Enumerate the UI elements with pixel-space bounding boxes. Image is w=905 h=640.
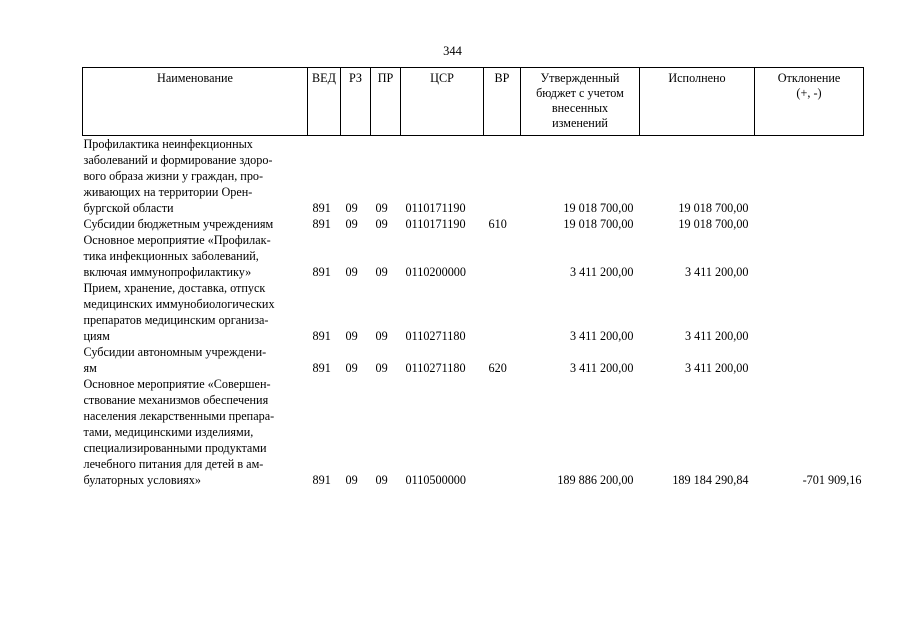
cell-csr: 0110171190 [405, 201, 466, 215]
cell-ved: 891 [312, 217, 331, 231]
cell-executed: 3 411 200,00 [684, 361, 749, 375]
cell-pr: 09 [375, 361, 388, 375]
cell-rz: 09 [345, 473, 358, 487]
cell-name-line: ям [83, 361, 97, 375]
table-row [83, 232, 864, 280]
cell-pr: 09 [375, 265, 388, 279]
page-number: 344 [443, 44, 462, 58]
table-body [83, 136, 864, 489]
header-rz: РЗ [341, 68, 371, 136]
cell-ved: 891 [312, 201, 331, 215]
cell-pr: 09 [375, 329, 388, 343]
cell-csr: 0110200000 [405, 265, 466, 279]
cell-executed: 19 018 700,00 [678, 217, 749, 231]
cell-vr [484, 376, 521, 488]
cell-ved: 891 [312, 329, 331, 343]
header-approved: Утвержденный бюджет с учетом внесенных изменений [521, 68, 640, 136]
cell-deviation [755, 232, 864, 280]
cell-name [83, 216, 308, 232]
table-row [83, 216, 864, 232]
cell-approved: 3 411 200,00 [569, 361, 634, 375]
cell-vr: 610 [488, 217, 507, 231]
cell-name-line: Основное мероприятие «Совершен- [83, 377, 271, 391]
table-row [83, 376, 864, 488]
cell-rz: 09 [345, 361, 358, 375]
cell-deviation [755, 216, 864, 232]
cell-approved: 3 411 200,00 [569, 329, 634, 343]
cell-name-line: населения лекарственными препара- [83, 409, 275, 423]
cell-name-line: тами, медицинскими изделиями, [83, 425, 254, 439]
cell-name [83, 280, 308, 344]
cell-pr: 09 [375, 201, 388, 215]
cell-deviation [755, 344, 864, 376]
cell-name-line: Основное мероприятие «Профилак- [83, 233, 271, 247]
header-pr: ПР [371, 68, 401, 136]
header-name: Наименование [83, 68, 308, 136]
header-deviation: Отклонение (+, -) [755, 68, 864, 136]
cell-executed: 3 411 200,00 [684, 265, 749, 279]
cell-csr: 0110171190 [405, 217, 466, 231]
cell-ved: 891 [312, 473, 331, 487]
header-csr: ЦСР [401, 68, 484, 136]
cell-rz: 09 [345, 265, 358, 279]
cell-executed: 3 411 200,00 [684, 329, 749, 343]
cell-csr: 0110500000 [405, 473, 466, 487]
cell-executed: 19 018 700,00 [678, 201, 749, 215]
cell-vr: 620 [488, 361, 507, 375]
cell-ved: 891 [312, 265, 331, 279]
cell-approved: 3 411 200,00 [569, 265, 634, 279]
cell-vr [484, 232, 521, 280]
cell-name [83, 136, 308, 217]
cell-name-line: бургской области [83, 201, 174, 215]
table-row [83, 344, 864, 376]
cell-name-line: ствование механизмов обеспечения [83, 393, 269, 407]
cell-pr: 09 [375, 217, 388, 231]
cell-name-line: медицинских иммунобиологических [83, 297, 275, 311]
cell-name-line: Прием, хранение, доставка, отпуск [83, 281, 266, 295]
cell-deviation [755, 136, 864, 217]
cell-rz: 09 [345, 329, 358, 343]
cell-approved: 19 018 700,00 [563, 217, 634, 231]
header-executed: Исполнено [640, 68, 755, 136]
cell-approved: 189 886 200,00 [557, 473, 634, 487]
cell-name-line: вого образа жизни у граждан, про- [83, 169, 264, 183]
cell-csr: 0110271180 [405, 329, 466, 343]
cell-name-line: тика инфекционных заболеваний, [83, 249, 259, 263]
header-vr: ВР [484, 68, 521, 136]
cell-vr [484, 136, 521, 217]
table-row [83, 280, 864, 344]
cell-name-line: живающих на территории Орен- [83, 185, 253, 199]
cell-name-line: булаторных условиях» [83, 473, 201, 487]
cell-name-line: включая иммунопрофилактику» [83, 265, 252, 279]
cell-name-line: Профилактика неинфекционных [83, 137, 253, 151]
cell-executed: 189 184 290,84 [672, 473, 749, 487]
cell-name-line: препаратов медицинским организа- [83, 313, 269, 327]
cell-name-line: лечебного питания для детей в ам- [83, 457, 264, 471]
cell-name-line: заболеваний и формирование здоро- [83, 153, 273, 167]
cell-ved: 891 [312, 361, 331, 375]
header-ved: ВЕД [308, 68, 341, 136]
cell-name-line: циям [83, 329, 110, 343]
cell-name [83, 344, 308, 376]
cell-vr [484, 280, 521, 344]
cell-csr: 0110271180 [405, 361, 466, 375]
cell-name-line: Субсидии бюджетным учреждениям [83, 217, 274, 231]
table-header-row [83, 68, 864, 136]
cell-rz: 09 [345, 217, 358, 231]
table-row [83, 136, 864, 217]
cell-name-line: специализированными продуктами [83, 441, 267, 455]
cell-name [83, 232, 308, 280]
cell-approved: 19 018 700,00 [563, 201, 634, 215]
cell-name-line: Субсидии автономным учреждени- [83, 345, 267, 359]
cell-name [83, 376, 308, 488]
cell-pr: 09 [375, 473, 388, 487]
cell-deviation [755, 280, 864, 344]
cell-rz: 09 [345, 201, 358, 215]
cell-deviation: -701 909,16 [802, 473, 862, 487]
budget-table [82, 67, 864, 488]
